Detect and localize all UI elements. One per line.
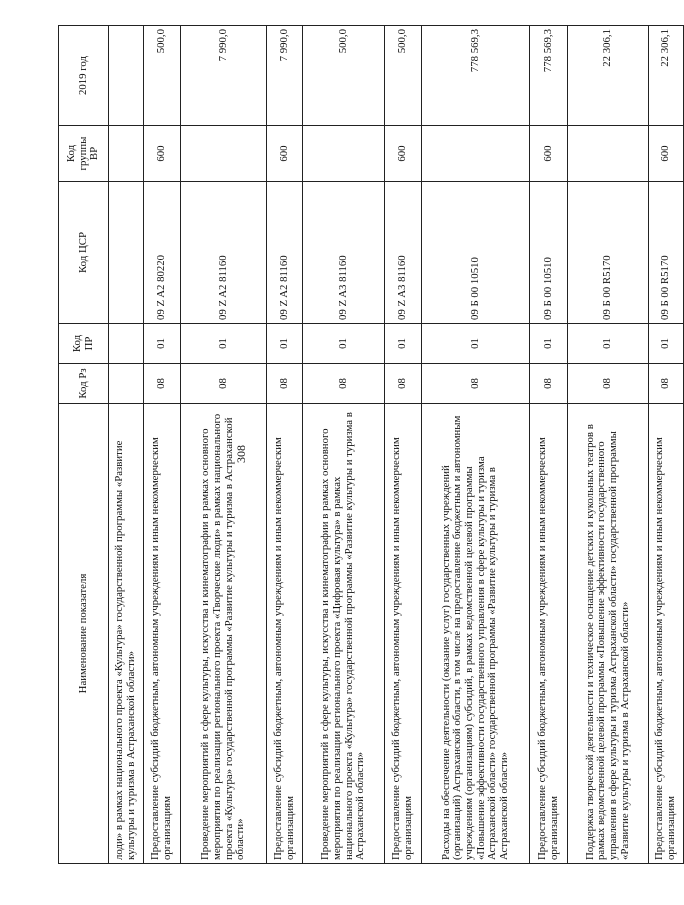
cell-rz (109, 364, 144, 404)
page-number: 308 (234, 445, 248, 463)
cell-csr: 09 Z A2 81160 (181, 182, 267, 324)
table-rotation-frame (58, 26, 677, 864)
header-rz: Код Рз (59, 364, 109, 404)
cell-name: Расходы на обеспечение деятельности (оказание услуг) государственных учреждений (организаций) Астраханской области, в том числе на предоставление бюджетным и автономным учреждениям (организациям) субсидий, в рамках ведомственной целевой программы «Повышение эффективности государственного управления в сфере культуры и туризма Астраханской области» государственной программы «Развитие культуры и туризма в Астраханской области» (422, 404, 530, 864)
budget-table (58, 25, 684, 864)
cell-name: Проведение мероприятий в сфере культуры, искусства и кинематографии в рамках основного мероприятия по реализации регионального проекта «Творческие люди» в рамках национального проекта «Культура» государственной программы «Развитие культуры и туризма в Астраханской области» (181, 404, 267, 864)
cell-pr (109, 324, 144, 364)
cell-name: Предоставление субсидий бюджетным, автономным учреждениям и иным некоммерческим организациям (267, 404, 303, 864)
cell-csr: 09 Z A2 80220 (144, 182, 181, 324)
cell-csr: 09 Z A2 81160 (267, 182, 303, 324)
cell-csr: 09 Б 00 10510 (530, 182, 568, 324)
cell-name: Предоставление субсидий бюджетным, автономным учреждениям и иным некоммерческим организациям (144, 404, 181, 864)
cell-value: 500,0 (303, 26, 385, 126)
cell-vr: 600 (144, 126, 181, 182)
table-row (422, 26, 530, 864)
cell-vr: 600 (385, 126, 422, 182)
cell-rz: 08 (303, 364, 385, 404)
cell-pr: 01 (649, 324, 684, 364)
header-year: 2019 год (59, 26, 109, 126)
cell-rz: 08 (181, 364, 267, 404)
cell-pr: 01 (181, 324, 267, 364)
cell-value (109, 26, 144, 126)
table-row (530, 26, 568, 864)
table-row (568, 26, 649, 864)
header-pr: Код ПР (59, 324, 109, 364)
table-row (181, 26, 267, 864)
cell-value: 7 990,0 (267, 26, 303, 126)
table-row (109, 26, 144, 864)
cell-value: 22 306,1 (568, 26, 649, 126)
cell-csr: 09 Z A3 81160 (385, 182, 422, 324)
cell-rz: 08 (144, 364, 181, 404)
cell-rz: 08 (649, 364, 684, 404)
cell-value: 22 306,1 (649, 26, 684, 126)
table-row (144, 26, 181, 864)
cell-value: 500,0 (144, 26, 181, 126)
cell-name: Предоставление субсидий бюджетным, автономным учреждениям и иным некоммерческим организациям (649, 404, 684, 864)
cell-pr: 01 (568, 324, 649, 364)
header-vr: Код группы ВР (59, 126, 109, 182)
cell-rz: 08 (568, 364, 649, 404)
cell-vr (109, 126, 144, 182)
cell-csr: 09 Б 00 10510 (422, 182, 530, 324)
cell-vr (181, 126, 267, 182)
header-csr: Код ЦСР (59, 182, 109, 324)
cell-name: Предоставление субсидий бюджетным, автономным учреждениям и иным некоммерческим организациям (385, 404, 422, 864)
cell-value: 778 569,3 (530, 26, 568, 126)
cell-rz: 08 (530, 364, 568, 404)
cell-pr: 01 (144, 324, 181, 364)
cell-vr: 600 (530, 126, 568, 182)
cell-vr (303, 126, 385, 182)
cell-pr: 01 (422, 324, 530, 364)
cell-vr: 600 (649, 126, 684, 182)
cell-vr: 600 (267, 126, 303, 182)
cell-name: Предоставление субсидий бюджетным, автономным учреждениям и иным некоммерческим организациям (530, 404, 568, 864)
table-row (267, 26, 303, 864)
cell-rz: 08 (385, 364, 422, 404)
cell-rz: 08 (267, 364, 303, 404)
cell-pr: 01 (267, 324, 303, 364)
table-row (385, 26, 422, 864)
cell-value: 7 990,0 (181, 26, 267, 126)
cell-name: лоди» в рамках национального проекта «Культура» государственной программы «Развитие культуры и туризма в Астраханской области» (109, 404, 144, 864)
cell-pr: 01 (530, 324, 568, 364)
cell-csr (109, 182, 144, 324)
rotated-table-container (58, 26, 677, 864)
cell-name: Проведение мероприятий в сфере культуры, искусства и кинематографии в рамках основного мероприятия по реализации регионального проекта «Цифровая культура» в рамках национального проекта «Культура» государственной программы «Развитие культуры и туризма в Астраханской области» (303, 404, 385, 864)
cell-csr: 09 Б 00 R5170 (649, 182, 684, 324)
cell-name: Поддержка творческой деятельности и техническое оснащение детских и кукольных театров в рамках ведомственной целевой программы «Повышение эффективности государственного управления в сфере культуры и туризма Астраханской области» государственной программы «Развитие культуры и туризма в Астраханской области» (568, 404, 649, 864)
table-row (649, 26, 684, 864)
header-name: Наименование показателя (59, 404, 109, 864)
cell-vr (422, 126, 530, 182)
cell-pr: 01 (303, 324, 385, 364)
table-header-row (59, 26, 109, 864)
cell-value: 500,0 (385, 26, 422, 126)
table-row (303, 26, 385, 864)
cell-value: 778 569,3 (422, 26, 530, 126)
cell-pr: 01 (385, 324, 422, 364)
cell-rz: 08 (422, 364, 530, 404)
cell-csr: 09 Z A3 81160 (303, 182, 385, 324)
cell-vr (568, 126, 649, 182)
cell-csr: 09 Б 00 R5170 (568, 182, 649, 324)
